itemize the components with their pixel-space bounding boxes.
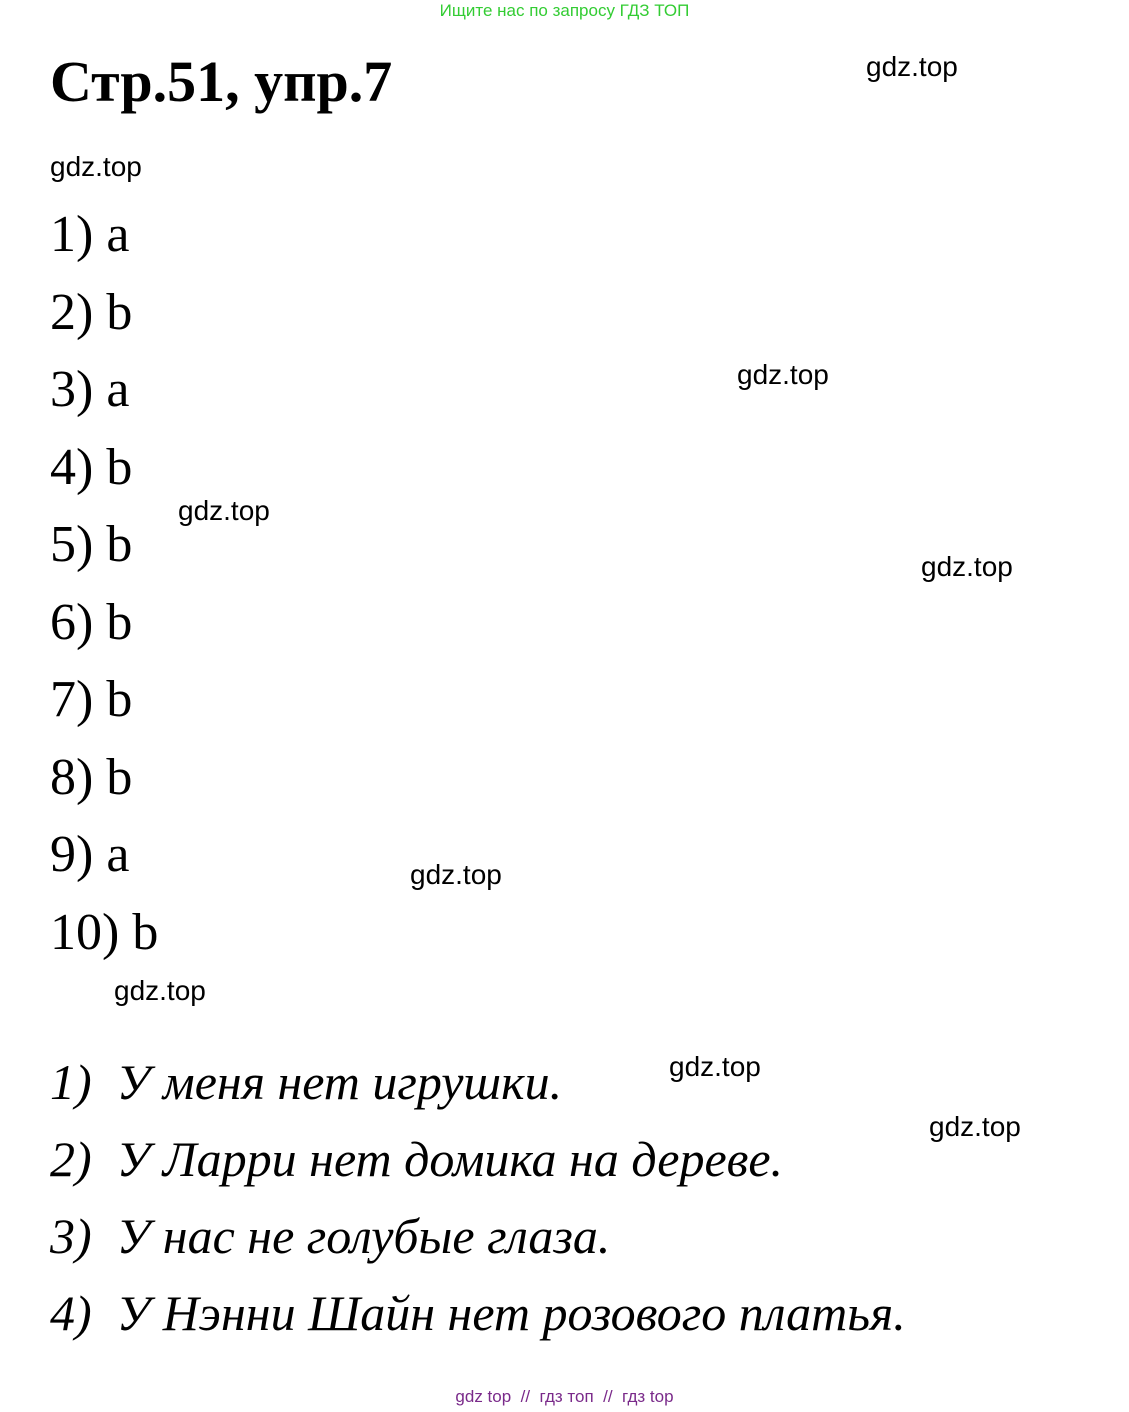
answer-letter: a <box>106 206 130 263</box>
answer-number: 10) <box>50 903 120 961</box>
watermark: gdz.top <box>178 495 270 526</box>
footer-links <box>0 1385 1129 1409</box>
answer-number: 5) <box>50 516 94 573</box>
translation-number: 3) <box>50 1208 92 1264</box>
answer-letter: b <box>132 903 159 961</box>
answer-item <box>50 351 158 429</box>
answer-item <box>50 274 158 352</box>
answer-item <box>50 661 158 739</box>
answer-number: 3) <box>50 361 94 418</box>
answer-number: 8) <box>50 748 94 806</box>
answer-letter: b <box>106 283 133 341</box>
watermark: gdz.top <box>737 359 829 390</box>
answer-item <box>50 739 158 817</box>
answer-number: 7) <box>50 671 94 728</box>
translation-number: 1) <box>50 1054 92 1110</box>
answer-number: 9) <box>50 826 94 883</box>
watermark: gdz.top <box>50 151 142 182</box>
footer-separator: // <box>603 1387 613 1406</box>
answer-number: 6) <box>50 593 94 651</box>
watermark: gdz.top <box>921 551 1013 582</box>
answer-item <box>50 894 158 972</box>
answer-letter: b <box>106 593 133 651</box>
watermark: gdz.top <box>929 1111 1021 1142</box>
page-title: Стр.51, упр.7 <box>50 49 393 114</box>
footer-link[interactable]: gdz top <box>455 1387 512 1406</box>
answer-letter: a <box>106 361 130 418</box>
answer-item <box>50 506 158 584</box>
answer-item <box>50 816 158 894</box>
answer-number: 2) <box>50 283 94 341</box>
answer-item <box>50 196 158 274</box>
translation-item <box>50 1044 906 1121</box>
translation-number: 4) <box>50 1285 92 1341</box>
watermark: gdz.top <box>669 1051 761 1082</box>
translation-item <box>50 1275 906 1352</box>
translation-text: У меня нет игрушки. <box>116 1054 563 1110</box>
watermark: gdz.top <box>866 51 958 82</box>
footer-link[interactable]: гдз top <box>622 1387 674 1406</box>
translation-number: 2) <box>50 1131 92 1187</box>
answer-list <box>50 196 158 971</box>
footer-separator: // <box>520 1387 531 1406</box>
watermark: gdz.top <box>410 859 502 890</box>
answer-letter: b <box>106 671 133 728</box>
translation-item <box>50 1121 906 1198</box>
answer-letter: b <box>106 748 133 806</box>
search-banner: Ищите нас по запросу ГДЗ ТОП <box>439 1 690 20</box>
answer-item <box>50 429 158 507</box>
answer-number: 1) <box>50 206 94 263</box>
answer-letter: a <box>106 826 130 883</box>
translation-text: У Нэнни Шайн нет розового платья. <box>116 1285 906 1341</box>
answer-item <box>50 584 158 662</box>
answer-number: 4) <box>50 438 94 496</box>
translation-item <box>50 1198 906 1275</box>
watermark: gdz.top <box>114 975 206 1006</box>
answer-letter: b <box>106 516 133 573</box>
footer-link[interactable]: гдз топ <box>539 1387 594 1406</box>
translation-text: У Ларри нет домика на дереве. <box>116 1131 784 1187</box>
translation-text: У нас не голубые глаза. <box>116 1208 611 1264</box>
answer-letter: b <box>106 438 133 496</box>
translation-list <box>50 1044 906 1352</box>
